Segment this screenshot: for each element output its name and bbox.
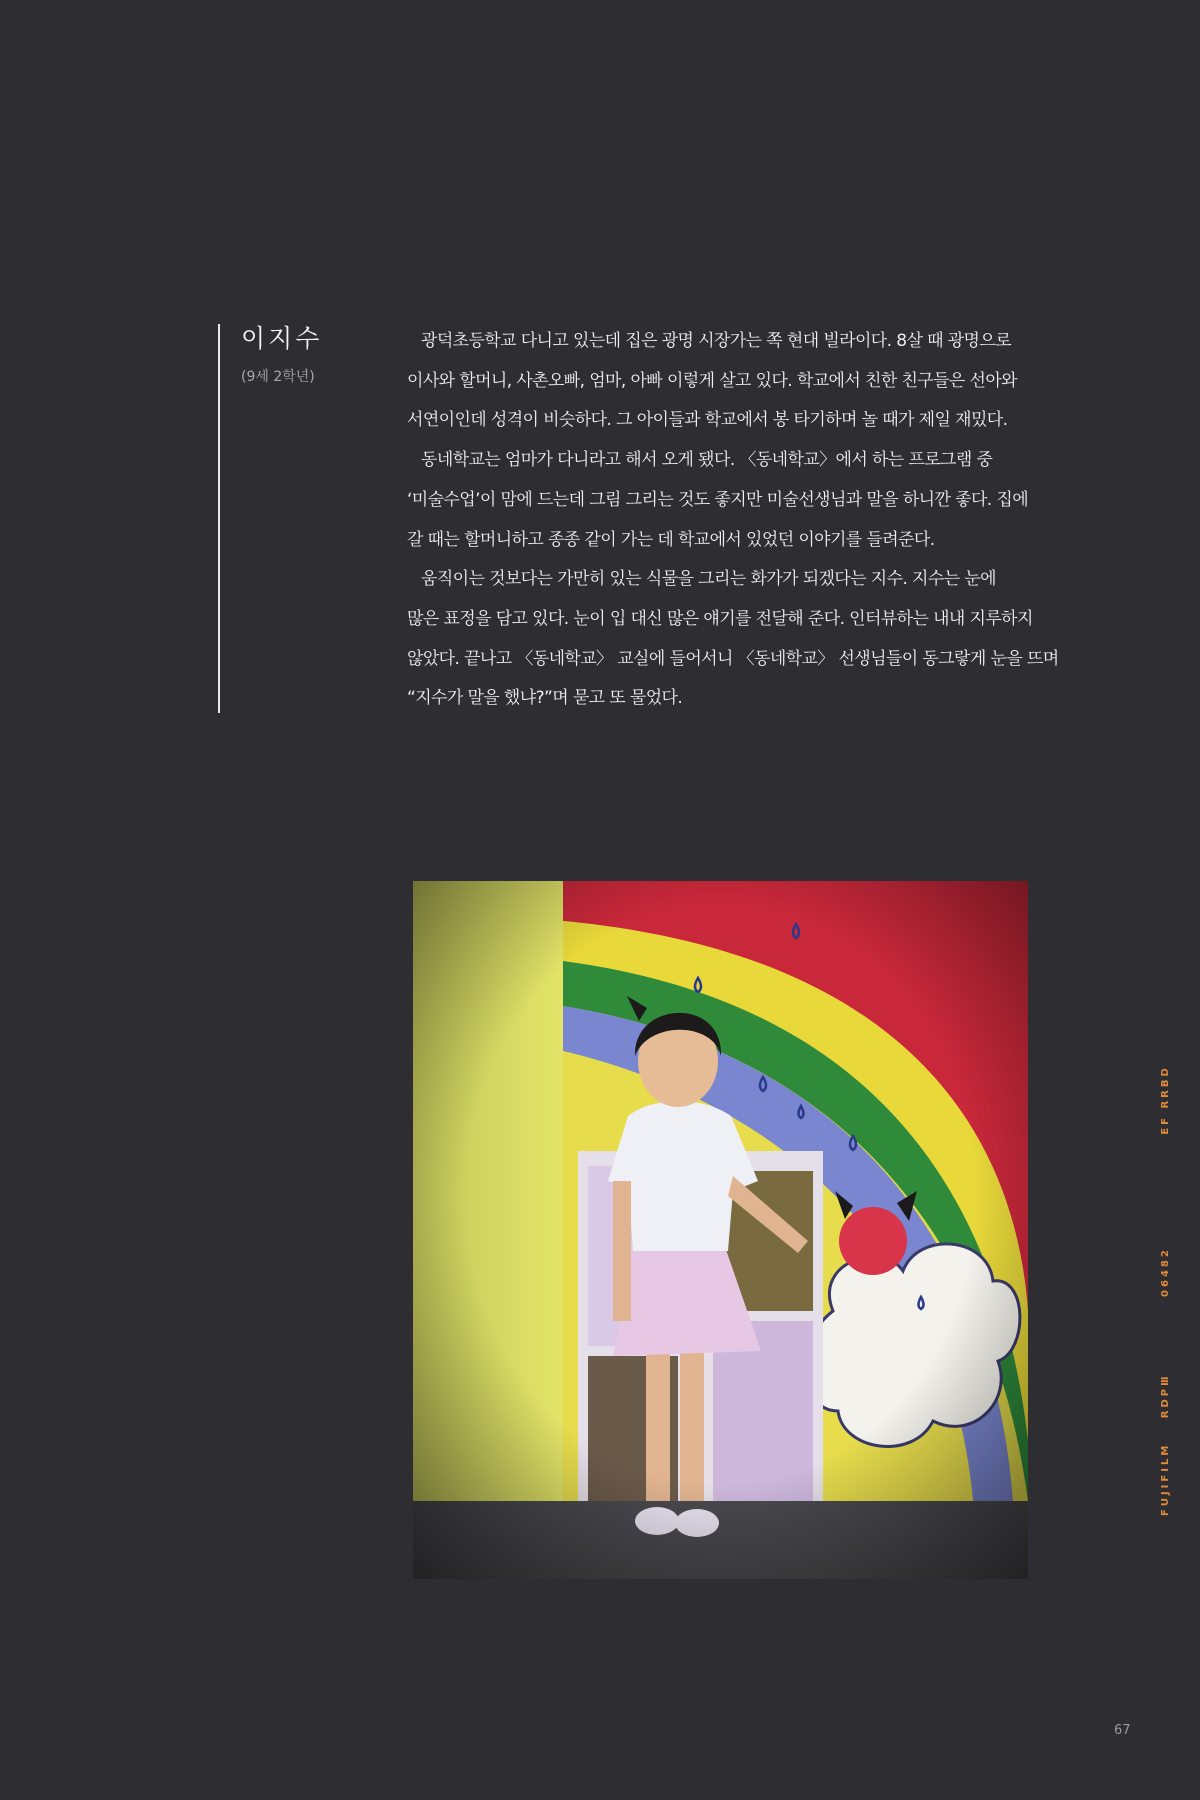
article-line: 움직이는 것보다는 가만히 있는 식물을 그리는 화가가 되겠다는 지수. 지수는 눈에 (421, 569, 996, 590)
film-extra: EF RRBD (1160, 1065, 1171, 1135)
film-edge-print (1160, 1065, 1171, 1516)
person-name: 이지수 (241, 324, 323, 353)
article-line: ‘미술수업’이 맘에 드는데 그림 그리는 것도 좋지만 미술선생님과 말을 하니깐 좋다. 집에 (407, 489, 1029, 510)
article-line: 않았다. 끝나고 〈동네학교〉 교실에 들어서니 〈동네학교〉 선생님들이 동그랗게 눈을 뜨며 (407, 648, 1059, 669)
person-age: (9세 2학년) (241, 369, 315, 385)
article-line: 동네학교는 엄마가 다니라고 해서 오게 됐다. 〈동네학교〉에서 하는 프로그램 중 (421, 450, 993, 471)
page-number: 67 (1114, 1723, 1131, 1738)
film-code: 06482 (1160, 1247, 1171, 1297)
film-brand: FUJIFILM (1160, 1442, 1171, 1516)
article-line: 많은 표정을 담고 있다. 눈이 입 대신 많은 얘기를 전달해 준다. 인터뷰하는 내내 지루하지 (407, 608, 1033, 629)
article-line: 갈 때는 할머니하고 종종 같이 가는 데 학교에서 있었던 이야기를 들려준다. (407, 529, 935, 550)
article-line: 광덕초등학교 다니고 있는데 집은 광명 시장가는 쪽 현대 빌라이다. 8살 때 광명으로 (421, 331, 1011, 351)
article-line: 이사와 할머니, 사촌오빠, 엄마, 아빠 이렇게 살고 있다. 학교에서 친한 친구들은 선아와 (407, 370, 1018, 391)
film-type: RDPⅢ (1160, 1373, 1171, 1419)
photo-girl-rainbow-wall (413, 881, 1028, 1579)
article-line: 서연이인데 성격이 비슷하다. 그 아이들과 학교에서 봉 타기하며 놀 때가 제일 재밌다. (407, 410, 1008, 431)
article-body (407, 322, 1059, 719)
vertical-rule (218, 324, 220, 713)
article-line: “지수가 말을 했냐?”며 묻고 또 물었다. (407, 688, 683, 709)
